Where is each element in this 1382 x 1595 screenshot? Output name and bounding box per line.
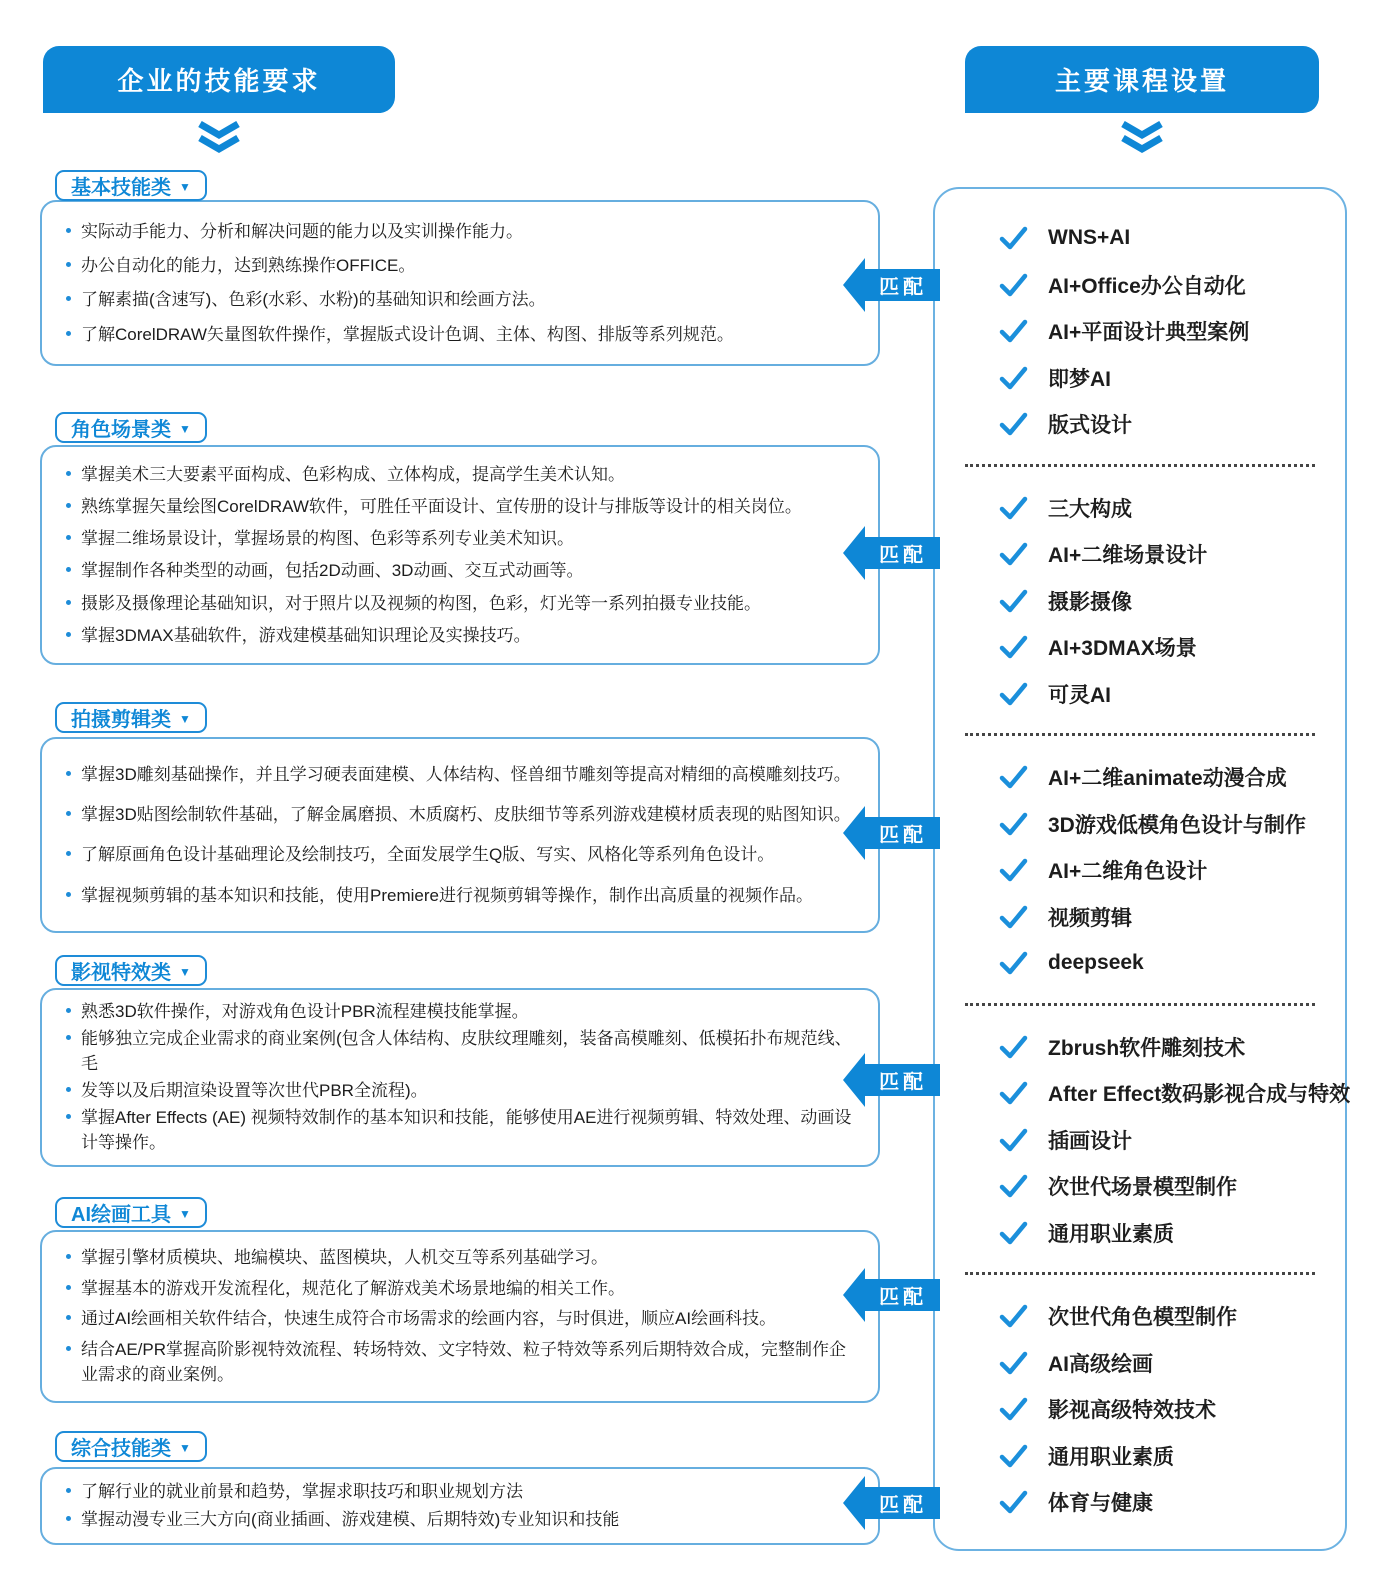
- course-label: AI高级绘画: [1048, 1352, 1153, 1376]
- bullet-dot-icon: [66, 535, 71, 540]
- course-label: 摄影摄像: [1048, 590, 1132, 614]
- bullet-dot-icon: [66, 471, 71, 476]
- checkmark-icon: [999, 319, 1028, 343]
- match-arrow: [843, 1476, 940, 1530]
- course-item: [935, 1024, 1345, 1071]
- course-label: 通用职业素质: [1048, 1222, 1174, 1246]
- checkmark-icon: [999, 1035, 1028, 1059]
- course-label: 体育与健康: [1048, 1492, 1153, 1516]
- skill-requirements-box: [40, 737, 880, 933]
- skill-requirements-box: [40, 200, 880, 366]
- course-group: [935, 485, 1345, 718]
- skill-bullet-text: 掌握引擎材质模块、地编模块、蓝图模块，人机交互等系列基础学习。: [81, 1248, 608, 1268]
- course-item: [935, 1433, 1345, 1480]
- bullet-dot-icon: [66, 262, 71, 267]
- skill-category-tab[interactable]: [55, 702, 207, 733]
- skill-category-label: 拍摄剪辑类: [71, 709, 171, 731]
- match-label: 匹配: [879, 824, 927, 847]
- skill-bullet-item: [66, 1026, 860, 1077]
- checkmark-icon: [999, 1174, 1028, 1198]
- skill-requirements-box: [40, 988, 880, 1167]
- skill-bullet-item: [66, 623, 860, 649]
- course-label: 三大构成: [1048, 497, 1132, 521]
- checkmark-icon: [999, 542, 1028, 566]
- checkmark-icon: [999, 1128, 1028, 1152]
- skill-bullet-text: 了解CorelDRAW矢量图软件操作，掌握版式设计色调、主体、构图、排版等系列规范。: [81, 324, 734, 344]
- course-groups-container: [935, 215, 1351, 1526]
- skill-bullet-text: 掌握动漫专业三大方向(商业插画、游戏建模、后期特效)专业知识和技能: [81, 1510, 620, 1530]
- bullet-dot-icon: [66, 600, 71, 605]
- dotted-divider: [965, 1272, 1315, 1275]
- caret-down-icon: ▼: [179, 1440, 191, 1455]
- bullet-dot-icon: [66, 1285, 71, 1290]
- course-label: 3D游戏低模角色设计与制作: [1048, 813, 1306, 837]
- bullet-dot-icon: [66, 851, 71, 856]
- bullet-dot-icon: [66, 296, 71, 301]
- course-label: 次世代场景模型制作: [1048, 1176, 1237, 1200]
- bullet-dot-icon: [66, 1346, 71, 1351]
- skill-bullet-item: [66, 802, 860, 828]
- course-label: deepseek: [1048, 951, 1144, 975]
- dotted-divider: [965, 733, 1315, 736]
- skill-bullet-item: [66, 1105, 860, 1156]
- course-item: [935, 1163, 1345, 1210]
- course-label: 即梦AI: [1048, 367, 1111, 391]
- course-label: Zbrush软件雕刻技术: [1048, 1036, 1246, 1060]
- skill-bullet-text: 掌握美术三大要素平面构成、色彩构成、立体构成，提高学生美术认知。: [81, 464, 625, 484]
- course-group: [935, 1024, 1351, 1257]
- skill-bullet-text: 了解原画角色设计基础理论及绘制技巧，全面发展学生Q版、写实、风格化等系列角色设计。: [81, 845, 775, 865]
- bullet-dot-icon: [66, 1488, 71, 1493]
- skill-bullet-text: 掌握制作各种类型的动画，包括2D动画、3D动画、交互式动画等。: [81, 561, 584, 581]
- bullet-dot-icon: [66, 632, 71, 637]
- course-item: [935, 1479, 1345, 1526]
- bullet-dot-icon: [66, 1315, 71, 1320]
- course-label: AI+二维场景设计: [1048, 544, 1208, 568]
- skill-category-label: 综合技能类: [71, 1438, 171, 1460]
- skill-bullet-item: [66, 1479, 860, 1505]
- skill-bullet-item: [66, 1337, 860, 1388]
- skill-bullet-text: 掌握基本的游戏开发流程化，规范化了解游戏美术场景地编的相关工作。: [81, 1278, 625, 1298]
- match-label: 匹配: [879, 544, 927, 567]
- course-label: After Effect数码影视合成与特效: [1048, 1083, 1351, 1107]
- checkmark-icon: [999, 1304, 1028, 1328]
- checkmark-icon: [999, 366, 1028, 390]
- skill-category-label: 影视特效类: [71, 962, 171, 984]
- double-chevron-down-icon: [1118, 121, 1166, 155]
- skill-requirements-box: [40, 445, 880, 665]
- skill-bullet-item: [66, 558, 860, 584]
- skill-bullet-item: [66, 762, 860, 788]
- skill-bullet-item: [66, 1276, 860, 1302]
- match-arrow: [843, 806, 940, 860]
- checkmark-icon: [999, 1444, 1028, 1468]
- left-column-title: 企业的技能要求: [43, 46, 395, 113]
- right-column-title: 主要课程设置: [965, 46, 1319, 113]
- checkmark-icon: [999, 226, 1028, 250]
- course-label: 视频剪辑: [1048, 906, 1132, 930]
- skill-bullet-text: 熟悉3D软件操作，对游戏角色设计PBR流程建模技能掌握。: [81, 1002, 529, 1022]
- course-label: 通用职业素质: [1048, 1445, 1174, 1469]
- skill-category-label: 角色场景类: [71, 419, 171, 441]
- course-item: [935, 894, 1345, 941]
- checkmark-icon: [999, 496, 1028, 520]
- skill-bullet-item: [66, 1306, 860, 1332]
- skill-bullet-item: [66, 494, 860, 520]
- course-label: AI+二维animate动漫合成: [1048, 767, 1287, 791]
- match-label: 匹配: [879, 276, 927, 299]
- course-label: 次世代角色模型制作: [1048, 1306, 1237, 1330]
- course-item: [935, 1117, 1345, 1164]
- skill-bullet-item: [66, 591, 860, 617]
- course-label: AI+平面设计典型案例: [1048, 321, 1250, 345]
- skill-bullet-text: 熟练掌握矢量绘图CorelDRAW软件，可胜任平面设计、宣传册的设计与排版等设计的相关岗位。: [81, 496, 802, 516]
- course-item: [935, 1070, 1351, 1117]
- skill-category-tab[interactable]: [55, 1197, 207, 1228]
- bullet-dot-icon: [66, 892, 71, 897]
- course-item: [935, 1386, 1345, 1433]
- skill-bullet-item: [66, 1245, 860, 1271]
- checkmark-icon: [999, 1397, 1028, 1421]
- course-item: [935, 801, 1345, 848]
- caret-down-icon: ▼: [179, 179, 191, 194]
- skill-bullet-text: 掌握3DMAX基础软件，游戏建模基础知识理论及实操技巧。: [81, 625, 531, 645]
- caret-down-icon: ▼: [179, 421, 191, 436]
- skill-bullet-text: 发等以及后期渲染设置等次世代PBR全流程)。: [81, 1081, 428, 1101]
- bullet-dot-icon: [66, 771, 71, 776]
- course-label: 影视高级特效技术: [1048, 1399, 1216, 1423]
- skill-bullet-text: 摄影及摄像理论基础知识，对于照片以及视频的构图，色彩，灯光等一系列拍摄专业技能。: [81, 593, 761, 613]
- course-label: AI+Office办公自动化: [1048, 274, 1246, 298]
- course-item: [935, 1340, 1345, 1387]
- course-item: [935, 531, 1345, 578]
- course-group: [935, 754, 1345, 987]
- checkmark-icon: [999, 1221, 1028, 1245]
- match-label: 匹配: [879, 1286, 927, 1309]
- course-item: [935, 401, 1345, 448]
- match-label: 匹配: [879, 1071, 927, 1094]
- match-arrow: [843, 1053, 940, 1107]
- course-item: [935, 485, 1345, 532]
- skill-category-tab[interactable]: [55, 955, 207, 986]
- course-item: [935, 308, 1345, 355]
- double-chevron-down-icon: [195, 121, 243, 155]
- course-group: [935, 215, 1345, 448]
- skill-bullet-text: 掌握3D贴图绘制软件基础，了解金属磨损、木质腐朽、皮肤细节等系列游戏建模材质表现的贴图知识。: [81, 805, 851, 825]
- dotted-divider: [965, 464, 1315, 467]
- skill-bullet-text: 掌握3D雕刻基础操作，并且学习硬表面建模、人体结构、怪兽细节雕刻等提高对精细的高模雕刻技巧。: [81, 764, 851, 784]
- caret-down-icon: ▼: [179, 711, 191, 726]
- skill-category-label: 基本技能类: [71, 177, 171, 199]
- skill-bullet-item: [66, 526, 860, 552]
- skill-bullet-item: [66, 1507, 860, 1533]
- skill-bullet-text: 了解素描(含速写)、色彩(水彩、水粉)的基础知识和绘画方法。: [81, 290, 546, 310]
- course-label: 版式设计: [1048, 414, 1132, 438]
- checkmark-icon: [999, 635, 1028, 659]
- skill-category-label: AI绘画工具: [71, 1204, 171, 1226]
- match-label: 匹配: [879, 1494, 927, 1517]
- checkmark-icon: [999, 1081, 1028, 1105]
- bullet-dot-icon: [66, 503, 71, 508]
- skill-category-tab[interactable]: [55, 1431, 207, 1462]
- bullet-dot-icon: [66, 1035, 71, 1040]
- checkmark-icon: [999, 765, 1028, 789]
- course-label: AI+3DMAX场景: [1048, 637, 1197, 661]
- course-item: [935, 355, 1345, 402]
- checkmark-icon: [999, 589, 1028, 613]
- skill-bullet-text: 能够独立完成企业需求的商业案例(包含人体结构、皮肤纹理雕刻，装备高模雕刻、低模拓扑布规范线、毛: [81, 1028, 852, 1074]
- course-group: [935, 1293, 1345, 1526]
- skill-category-tab[interactable]: [55, 412, 207, 443]
- bullet-dot-icon: [66, 1254, 71, 1259]
- bullet-dot-icon: [66, 331, 71, 336]
- bullet-dot-icon: [66, 1516, 71, 1521]
- course-item: [935, 671, 1345, 718]
- checkmark-icon: [999, 682, 1028, 706]
- skill-bullet-item: [66, 1078, 860, 1104]
- skill-bullet-text: 实际动手能力、分析和解决问题的能力以及实训操作能力。: [81, 221, 523, 241]
- course-item: [935, 1210, 1345, 1257]
- course-label: WNS+AI: [1048, 226, 1131, 250]
- course-item: [935, 215, 1345, 262]
- course-label: AI+二维角色设计: [1048, 860, 1208, 884]
- caret-down-icon: ▼: [179, 1206, 191, 1221]
- bullet-dot-icon: [66, 567, 71, 572]
- checkmark-icon: [999, 812, 1028, 836]
- checkmark-icon: [999, 858, 1028, 882]
- checkmark-icon: [999, 412, 1028, 436]
- skill-bullet-text: 通过AI绘画相关软件结合，快速生成符合市场需求的绘画内容，与时俱进，顺应AI绘画科技。: [81, 1309, 777, 1329]
- bullet-dot-icon: [66, 1087, 71, 1092]
- skill-bullet-text: 掌握二维场景设计，掌握场景的构图、色彩等系列专业美术知识。: [81, 529, 574, 549]
- skill-bullet-text: 掌握After Effects (AE) 视频特效制作的基本知识和技能，能够使用AE进行视频剪辑、特效处理、动画设计等操作。: [81, 1107, 852, 1153]
- skill-bullet-text: 结合AE/PR掌握高阶影视特效流程、转场特效、文字特效、粒子特效等系列后期特效合成，完整制作企业需求的商业案例。: [81, 1339, 847, 1385]
- bullet-dot-icon: [66, 228, 71, 233]
- skill-bullet-text: 了解行业的就业前景和趋势，掌握求职技巧和职业规划方法: [81, 1482, 523, 1502]
- course-label: 插画设计: [1048, 1129, 1132, 1153]
- skill-bullet-item: [66, 322, 860, 348]
- skill-bullet-item: [66, 999, 860, 1025]
- skill-requirements-box: [40, 1467, 880, 1545]
- bullet-dot-icon: [66, 1114, 71, 1119]
- course-item: [935, 940, 1345, 987]
- skill-bullet-text: 掌握视频剪辑的基本知识和技能，使用Premiere进行视频剪辑等操作，制作出高质量的视频作品。: [81, 885, 813, 905]
- course-item: [935, 624, 1345, 671]
- checkmark-icon: [999, 1490, 1028, 1514]
- skill-requirements-box: [40, 1230, 880, 1403]
- course-list-panel: [933, 187, 1351, 1551]
- course-item: [935, 578, 1345, 625]
- caret-down-icon: ▼: [179, 964, 191, 979]
- bullet-dot-icon: [66, 1008, 71, 1013]
- checkmark-icon: [999, 905, 1028, 929]
- skill-bullet-item: [66, 883, 860, 909]
- match-arrow: [843, 526, 940, 580]
- skill-bullet-item: [66, 253, 860, 279]
- skill-bullet-item: [66, 842, 860, 868]
- skill-bullet-item: [66, 462, 860, 488]
- course-item: [935, 847, 1345, 894]
- skill-bullet-item: [66, 287, 860, 313]
- dotted-divider: [965, 1003, 1315, 1006]
- course-item: [935, 1293, 1345, 1340]
- checkmark-icon: [999, 1351, 1028, 1375]
- course-label: 可灵AI: [1048, 683, 1111, 707]
- skill-bullet-text: 办公自动化的能力，达到熟练操作OFFICE。: [81, 256, 416, 276]
- course-item: [935, 262, 1345, 309]
- checkmark-icon: [999, 951, 1028, 975]
- skill-category-tab[interactable]: [55, 170, 207, 201]
- match-arrow: [843, 1268, 940, 1322]
- course-item: [935, 754, 1345, 801]
- match-arrow: [843, 258, 940, 312]
- checkmark-icon: [999, 273, 1028, 297]
- bullet-dot-icon: [66, 811, 71, 816]
- skill-bullet-item: [66, 219, 860, 245]
